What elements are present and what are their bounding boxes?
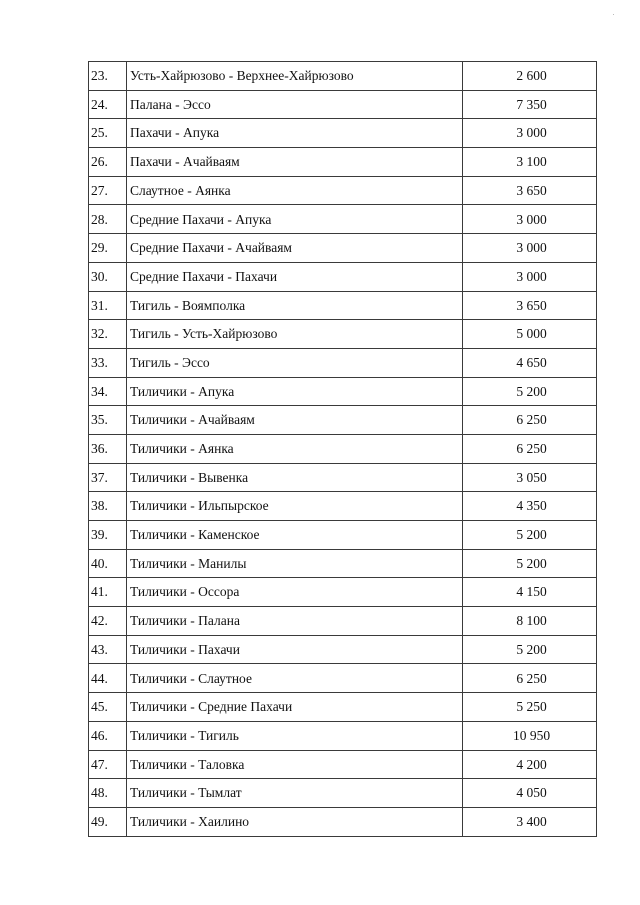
distance-cell: 7 350 [463,90,597,119]
distance-cell: 4 350 [463,492,597,521]
row-number-cell: 45. [89,693,127,722]
distance-cell: 4 150 [463,578,597,607]
distance-cell: 5 000 [463,320,597,349]
route-cell: Пахачи - Ачайваям [127,148,463,177]
distance-cell: 8 100 [463,607,597,636]
route-cell: Тиличики - Ачайваям [127,406,463,435]
row-number-cell: 24. [89,90,127,119]
row-number-cell: 48. [89,779,127,808]
table-row [89,492,597,521]
route-cell: Тиличики - Каменское [127,521,463,550]
row-number-cell: 34. [89,377,127,406]
route-cell: Тиличики - Апука [127,377,463,406]
table-row [89,750,597,779]
route-cell: Средние Пахачи - Апука [127,205,463,234]
distance-cell: 6 250 [463,434,597,463]
distance-cell: 4 050 [463,779,597,808]
route-cell: Тиличики - Пахачи [127,635,463,664]
table-row [89,377,597,406]
distance-cell: 5 200 [463,377,597,406]
row-number-cell: 47. [89,750,127,779]
scan-speck [613,14,614,15]
distance-cell: 5 200 [463,521,597,550]
row-number-cell: 49. [89,807,127,836]
distance-cell: 6 250 [463,664,597,693]
table-row [89,348,597,377]
distance-cell: 4 650 [463,348,597,377]
table-row [89,234,597,263]
row-number-cell: 39. [89,521,127,550]
route-cell: Средние Пахачи - Пахачи [127,262,463,291]
table-row [89,779,597,808]
distance-cell: 5 200 [463,549,597,578]
distance-cell: 3 000 [463,205,597,234]
table-row [89,176,597,205]
route-cell: Тиличики - Тигиль [127,721,463,750]
route-cell: Средние Пахачи - Ачайваям [127,234,463,263]
table-row [89,406,597,435]
row-number-cell: 27. [89,176,127,205]
distance-cell: 3 050 [463,463,597,492]
table-row [89,320,597,349]
row-number-cell: 31. [89,291,127,320]
route-cell: Тиличики - Аянка [127,434,463,463]
distance-cell: 3 400 [463,807,597,836]
table-row [89,262,597,291]
row-number-cell: 25. [89,119,127,148]
route-cell: Тиличики - Манилы [127,549,463,578]
route-cell: Слаутное - Аянка [127,176,463,205]
row-number-cell: 44. [89,664,127,693]
row-number-cell: 29. [89,234,127,263]
route-cell: Тиличики - Тымлат [127,779,463,808]
row-number-cell: 46. [89,721,127,750]
route-cell: Тигиль - Эссо [127,348,463,377]
distance-cell: 10 950 [463,721,597,750]
distance-cell: 2 600 [463,62,597,91]
row-number-cell: 30. [89,262,127,291]
route-cell: Тигиль - Усть-Хайрюзово [127,320,463,349]
row-number-cell: 33. [89,348,127,377]
row-number-cell: 40. [89,549,127,578]
table-row [89,463,597,492]
route-cell: Тиличики - Палана [127,607,463,636]
table-row [89,693,597,722]
row-number-cell: 38. [89,492,127,521]
table-row [89,434,597,463]
table-row [89,205,597,234]
routes-table [88,61,597,837]
table-row [89,62,597,91]
distance-cell: 3 000 [463,119,597,148]
table-row [89,664,597,693]
route-cell: Тигиль - Воямполка [127,291,463,320]
row-number-cell: 43. [89,635,127,664]
route-cell: Пахачи - Апука [127,119,463,148]
distance-cell: 3 100 [463,148,597,177]
table-row [89,607,597,636]
row-number-cell: 35. [89,406,127,435]
distance-cell: 3 650 [463,291,597,320]
table-row [89,721,597,750]
route-cell: Тиличики - Вывенка [127,463,463,492]
table-row [89,90,597,119]
route-cell: Тиличики - Хаилино [127,807,463,836]
table-row [89,578,597,607]
route-cell: Усть-Хайрюзово - Верхнее-Хайрюзово [127,62,463,91]
table-row [89,549,597,578]
routes-table-body [89,62,597,837]
table-row [89,807,597,836]
route-cell: Тиличики - Оссора [127,578,463,607]
table-row [89,635,597,664]
table-row [89,148,597,177]
row-number-cell: 32. [89,320,127,349]
row-number-cell: 41. [89,578,127,607]
route-cell: Палана - Эссо [127,90,463,119]
distance-cell: 5 200 [463,635,597,664]
route-cell: Тиличики - Таловка [127,750,463,779]
table-row [89,119,597,148]
route-cell: Тиличики - Средние Пахачи [127,693,463,722]
distance-cell: 4 200 [463,750,597,779]
distance-cell: 3 000 [463,234,597,263]
distance-cell: 5 250 [463,693,597,722]
distance-cell: 6 250 [463,406,597,435]
row-number-cell: 42. [89,607,127,636]
route-cell: Тиличики - Ильпырское [127,492,463,521]
row-number-cell: 37. [89,463,127,492]
table-row [89,521,597,550]
table-row [89,291,597,320]
route-cell: Тиличики - Слаутное [127,664,463,693]
row-number-cell: 36. [89,434,127,463]
row-number-cell: 23. [89,62,127,91]
distance-cell: 3 000 [463,262,597,291]
row-number-cell: 26. [89,148,127,177]
row-number-cell: 28. [89,205,127,234]
distance-cell: 3 650 [463,176,597,205]
